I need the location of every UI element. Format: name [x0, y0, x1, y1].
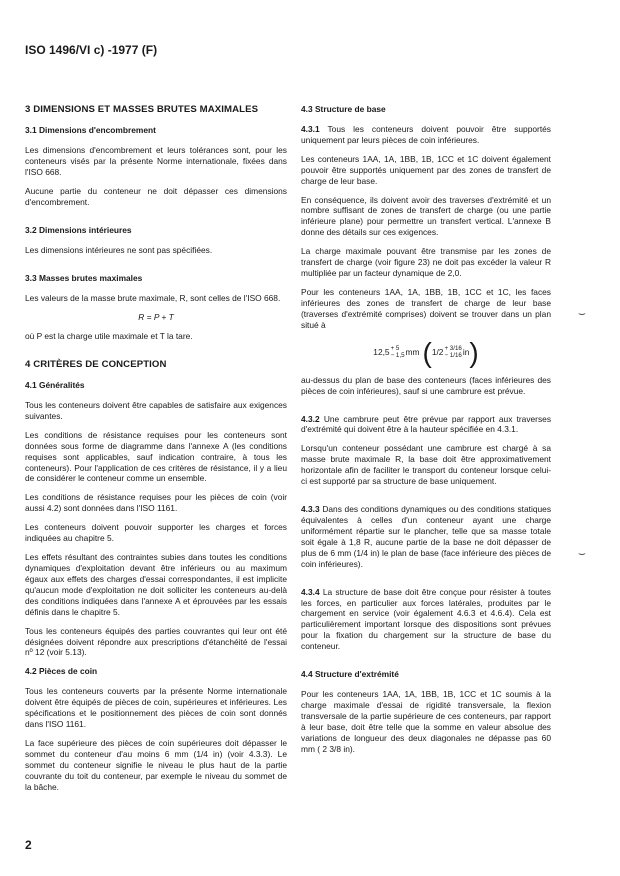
paragraph: Les dimensions d'encombrement et leurs tolérances sont, pour les conteneurs visés par la présente Norme internationale, fixées dans l'ISO 668. [25, 145, 287, 178]
right-paren: ) [469, 336, 479, 368]
tol-upper: + 5 [390, 345, 400, 353]
paragraph: Lorsqu'un conteneur possédant une cambrure est chargé à sa masse brute maximale R, la base doit être approximativement horizontale afin de faciliter le transport du conteneur lorsque celui-ci est supporté par sa structure de base uniquement. [301, 443, 551, 487]
paragraph-4-3-3 [301, 504, 551, 570]
paragraph: Tous les conteneurs doivent être capables de satisfaire aux exigences suivantes. [25, 399, 287, 421]
paragraph: Les valeurs de la masse brute maximale, R, sont celles de l'ISO 668. [25, 292, 281, 303]
paragraph-text: La structure de base doit être conçue pour résister à toutes les forces, en particulier aux forces latérales, produites par le chargement en service (voir également 4.6.3 et 4.6.4). Cela est particulièrement important lorsque des dispositions sont prévues pour la fixation du chargement sur la structure de base du conteneur. [301, 586, 551, 652]
margin-mark: ⌣ [578, 306, 586, 320]
paragraph: au-dessus du plan de base des conteneurs (faces inférieures des pièces de coin inférieures), sauf si une cambrure est prévue. [301, 374, 551, 396]
paragraph-4-3-2 [301, 414, 551, 436]
paragraph: Tous les conteneurs couverts par la présente Norme internationale doivent être équipés de pièces de coin, supérieures et inférieures. Les spécifications et le positionnement des pièces de coin sont donnés dans l'ISO 1161. [25, 686, 287, 730]
paragraph: En conséquence, ils doivent avoir des traverses d'extrémité et un nombre suffisant de zones de transfert de charge (ou une partie inférieure plane) pour permettre un transfert vertical. L'annexe B donne des détails sur ces exigences. [301, 194, 551, 238]
math-tolerance-mm [391, 346, 405, 358]
tol-lower: − 1/16 [444, 351, 462, 359]
paragraph: Pour les conteneurs 1AA, 1A, 1BB, 1B, 1CC et 1C soumis à la charge maximale d'essai de rigidité transversale, la flexion transversale de la partie supérieure de ces conteneurs, par rapport à leur base, doit être telle que la somme en valeur absolue des variations de longueur des deux diagonales ne dépasse pas 60 mm ( 2 3/8 in). [301, 689, 551, 754]
paragraph: Pour les conteneurs 1AA, 1A, 1BB, 1B, 1CC et 1C, les faces inférieures des zones de transfert de charge de leur base (traverses d'extrémité comprises) doivent se trouver dans un plan situé à [301, 286, 551, 330]
paragraph: Aucune partie du conteneur ne doit dépasser ces dimensions d'encombrement. [25, 186, 287, 208]
paragraph-4-3-1 [301, 124, 551, 146]
paragraph: La charge maximale pouvant être transmise par les zones de transfert de charge (voir figure 23) ne doit pas excéder la valeur R multipliée par un facteur dynamique de 2,0. [301, 246, 551, 279]
section-4-1-title: 4.1 Généralités [25, 380, 85, 390]
math-value-in: 1/2 [431, 347, 444, 358]
math-value-mm: 12,5 [373, 347, 390, 358]
left-column [25, 104, 287, 801]
paragraph: Les dimensions intérieures ne sont pas spécifiées. [25, 244, 213, 255]
paragraph: Tous les conteneurs équipés des parties couvrantes qui leur ont été désignées doivent répondre aux prescriptions d'étanchéité de l'essai nº 12 (voir 5.13). [25, 625, 287, 658]
left-paren: ( [422, 336, 432, 368]
paragraph: Les conditions de résistance requises pour les conteneurs sont données sous forme de diagramme dans l'annexe A (les conditions requises sont applicables, sauf indication contraire, à tous les conteneurs). Pour l'application de ces critères de résistance, il y a lieu de considérer le conteneur comme un ensemble. [25, 429, 287, 484]
margin-mark: ⌣ [578, 546, 586, 560]
paragraph-text: Tous les conteneurs doivent pouvoir être supportés uniquement par leurs pièces de coin inférieures. [301, 123, 551, 145]
section-4-4-title: 4.4 Structure d'extrémité [301, 669, 399, 680]
clause-number: 4.3.1 [301, 123, 320, 134]
math-tolerance-in [444, 346, 461, 358]
tolerance-formula [301, 336, 551, 368]
paragraph-4-3-4 [301, 587, 551, 653]
paragraph: Les conteneurs doivent pouvoir supporter les charges et forces indiquées au chapitre 5. [25, 522, 287, 544]
paragraph: Les effets résultant des contraintes subies dans toutes les conditions dynamiques d'exploitation devant être inférieurs ou au maximum égaux aux effets des charges d'essai correspondantes, il est implicite qu'aucun mode d'exploitation ne doit solliciter les conteneurs au-delà des conditions indiquées dans l'annexe A et éprouvées par les essais définis dans le chapitre 5. [25, 552, 287, 617]
section-4-3-title: 4.3 Structure de base [301, 104, 386, 114]
section-4-title: 4 CRITÈRES DE CONCEPTION [25, 358, 167, 370]
clause-number: 4.3.4 [301, 586, 320, 597]
paragraph-text: Dans des conditions dynamiques ou des conditions statiques équivalentes à celles d'un conteneur ayant une charge uniformément répartie sur le plancher, telle que sa masse totale soit égale à 1,8 R, aucune partie de la base ne doit dépasser de plus de 6 mm (1/4 in) le plan de base (face inférieure des pièces de coin inférieures). [301, 504, 552, 569]
clause-number: 4.3.2 [301, 413, 320, 424]
section-3-1-title: 3.1 Dimensions d'encombrement [25, 125, 156, 136]
paragraph: où P est la charge utile maximale et T la tare. [25, 330, 193, 341]
section-4-2-title: 4.2 Pièces de coin [25, 666, 98, 677]
section-3-2-title: 3.2 Dimensions intérieures [25, 225, 132, 235]
tol-upper: + 3/16 [444, 345, 462, 353]
paragraph: Les conditions de résistance requises pour les pièces de coin (voir aussi 4.2) sont données dans l'ISO 1161. [25, 492, 287, 514]
section-3-3-title: 3.3 Masses brutes maximales [25, 272, 143, 283]
paragraph: Les conteneurs 1AA, 1A, 1BB, 1B, 1CC et 1C doivent également pouvoir être supportés uniquement par des zones de transfert de charge de leur base. [301, 153, 551, 186]
paragraph-text: Une cambrure peut être prévue par rapport aux traverses d'extrémité qui doivent être à la hauteur spécifiée en 4.3.1. [301, 413, 552, 435]
paragraph: La face supérieure des pièces de coin supérieures doit dépasser le sommet du conteneur d'au moins 6 mm (1/4 in) (voir 4.3.3). Le sommet du conteneur signifie le niveau le plus haut de la partie couvrante du toit du conteneur, par exemple le niveau du sommet de la bâche. [25, 737, 287, 792]
tol-lower: − 1,5 [390, 351, 405, 359]
page-header: ISO 1496/VI c) -1977 (F) [25, 43, 158, 57]
clause-number: 4.3.3 [301, 504, 320, 515]
right-column [301, 104, 551, 763]
section-3-title: 3 DIMENSIONS ET MASSES BRUTES MAXIMALES [25, 104, 259, 115]
math-unit-in: in [462, 347, 470, 358]
math-unit-mm: mm [405, 347, 420, 358]
formula: R = P + T [138, 311, 174, 322]
page-number: 2 [25, 838, 32, 852]
